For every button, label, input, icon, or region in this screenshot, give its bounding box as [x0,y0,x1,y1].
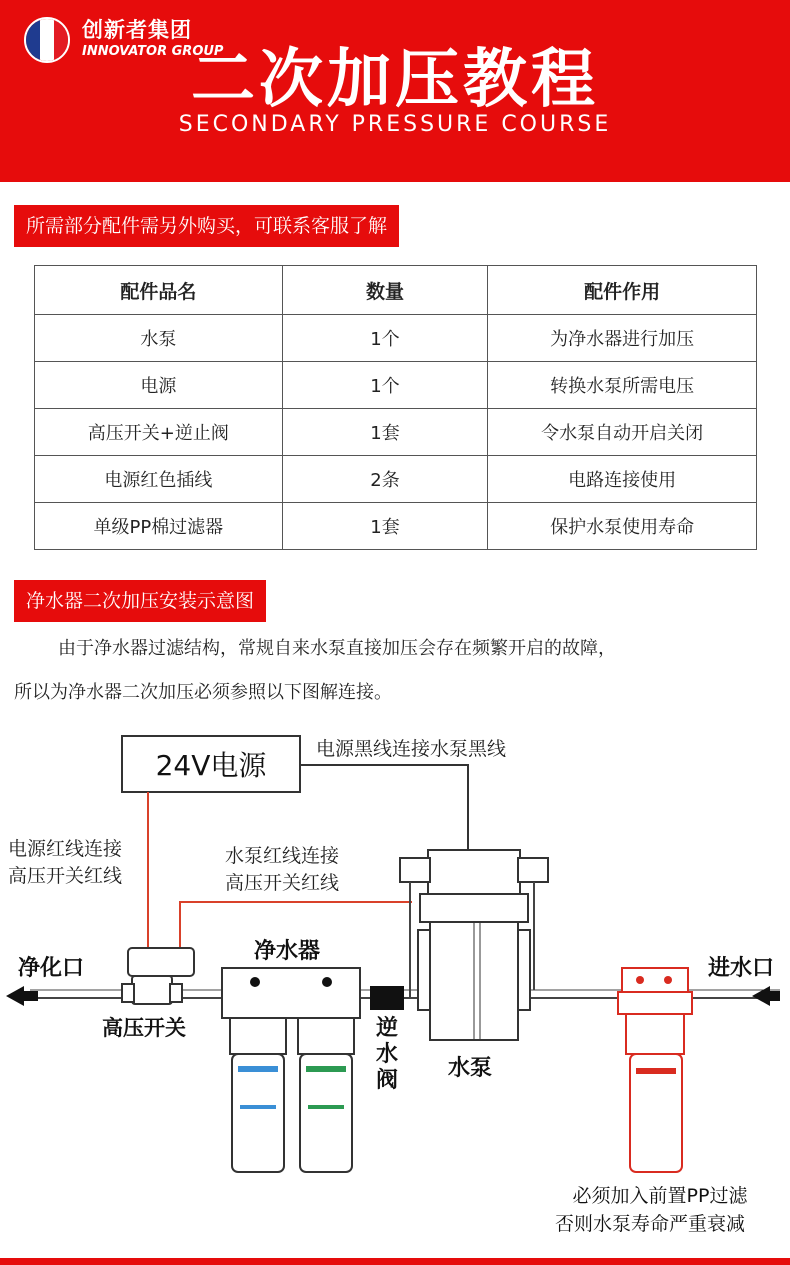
table-header-cell: 配件作用 [488,266,757,315]
table-cell: 电源 [35,362,283,409]
table-cell: 1套 [282,409,488,456]
red-wire-label-2a: 水泵红线连接 [225,845,340,867]
inlet-arrow-icon [752,986,780,1006]
inlet-label: 进水口 [708,956,775,981]
check-valve-label-3: 阀 [376,1068,399,1093]
pp-prefilter [618,968,692,1172]
table-row [35,503,757,550]
table-row [35,409,757,456]
red-wire-label-1b: 高压开关红线 [8,865,123,887]
table-cell: 电路连接使用 [488,456,757,503]
table-cell: 为净水器进行加压 [488,315,757,362]
parts-table [34,265,757,550]
purifier-unit [222,968,360,1172]
table-cell: 电源红色插线 [35,456,283,503]
bottom-bar [0,1258,790,1265]
table-header-cell: 数量 [282,266,488,315]
prefilter-note-1: 必须加入前置PP过滤 [572,1185,748,1207]
purifier-label: 净水器 [254,939,321,964]
prefilter-note-2: 否则水泵寿命严重衰减 [554,1213,746,1235]
page-subtitle: SECONDARY PRESSURE COURSE [178,112,612,137]
installation-diagram [0,720,790,1258]
section-tag-parts: 所需部分配件需另外购买，可联系客服了解 [14,205,399,247]
table-row [35,456,757,503]
table-cell: 高压开关+逆止阀 [35,409,283,456]
pump-label: 水泵 [448,1056,493,1081]
table-row [35,362,757,409]
page-title: 二次加压教程 [191,43,599,117]
table-header-cell: 配件品名 [35,266,283,315]
intro-paragraph: 由于净水器过滤结构，常规自来水泵直接加压会存在频繁开启的故障， [58,638,616,659]
check-valve [370,986,404,1010]
table-cell: 1个 [282,315,488,362]
switch-label: 高压开关 [102,1016,186,1040]
section-tag-diagram: 净水器二次加压安装示意图 [14,580,266,622]
red-wire-label-2b: 高压开关红线 [225,872,340,894]
brand-name-en: INNOVATOR GROUP [82,44,224,59]
black-wire-label: 电源黑线连接水泵黑线 [316,738,507,760]
high-pressure-switch [122,948,194,1004]
table-cell: 2条 [282,456,488,503]
table-header-row [35,266,757,315]
table-cell: 单级PP棉过滤器 [35,503,283,550]
intro-paragraph-2: 所以为净水器二次加压必须参照以下图解连接。 [14,682,392,703]
outlet-arrow-icon [6,986,38,1006]
table-cell: 转换水泵所需电压 [488,362,757,409]
check-valve-label-1: 逆 [376,1016,399,1041]
table-cell: 1套 [282,503,488,550]
table-cell: 保护水泵使用寿命 [488,503,757,550]
red-wire-label-1a: 电源红线连接 [8,838,123,860]
check-valve-label-2: 水 [376,1042,399,1067]
header-banner [0,0,790,182]
outlet-label: 净化口 [18,956,85,981]
power-label: 24V电源 [155,749,267,782]
table-cell: 1个 [282,362,488,409]
water-pump [400,850,548,1040]
table-cell: 水泵 [35,315,283,362]
brand-name: 创新者集团 [82,18,192,42]
table-row [35,315,757,362]
table-cell: 令水泵自动开启关闭 [488,409,757,456]
